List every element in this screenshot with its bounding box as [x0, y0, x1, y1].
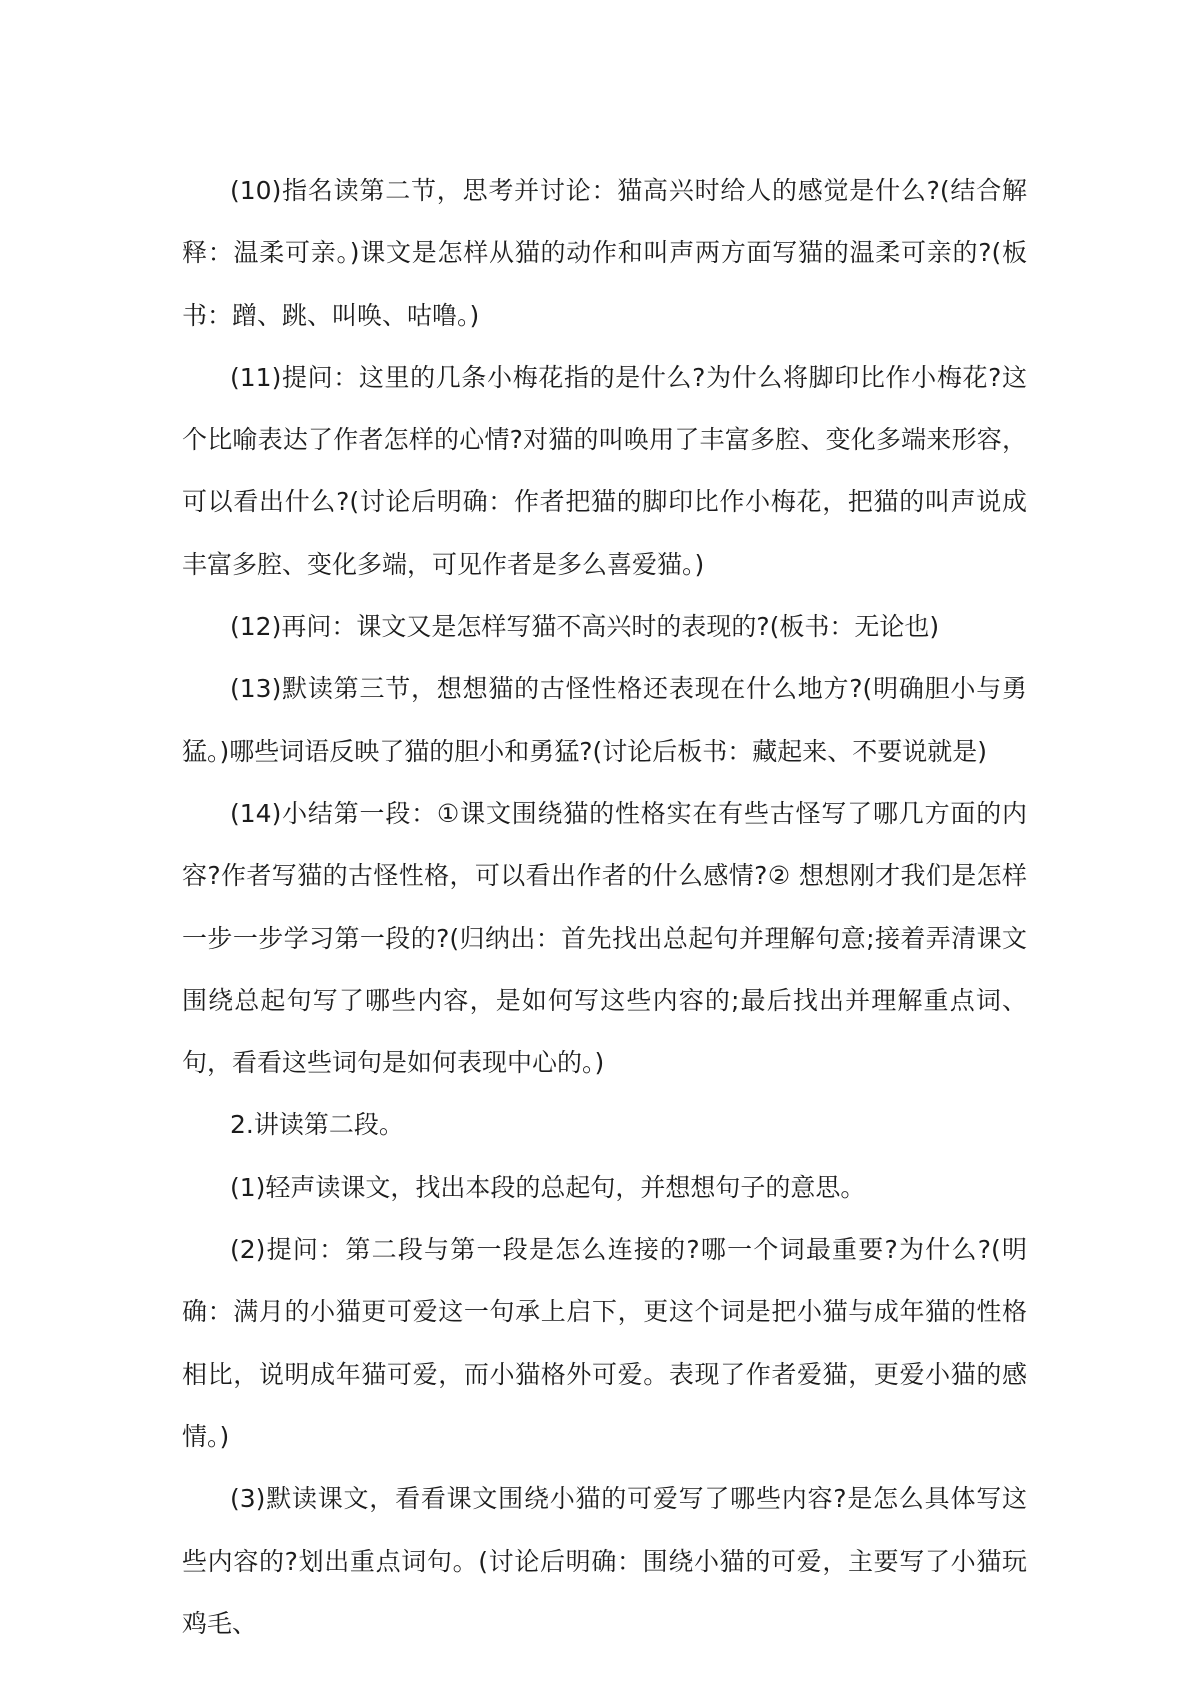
paragraph-12: (12)再问：课文又是怎样写猫不高兴时的表现的?(板书：无论也)	[230, 612, 940, 642]
paragraph-s2-2: (2)提问：第二段与第一段是怎么连接的?哪一个词最重要?为什么?(明确：满月的小猫更可爱这一句承上启下，更这个词是把小猫与成年猫的性格相比，说明成年猫可爱，而小猫格外可爱。表现了作者爱猫，更爱小猫的感情。)	[182, 1235, 1027, 1451]
paragraph-14: (14)小结第一段：①课文围绕猫的性格实在有些古怪写了哪几方面的内容?作者写猫的古怪性格，可以看出作者的什么感情?② 想想刚才我们是怎样一步一步学习第一段的?(归纳出：首先找出总起句并理解句意;接着弄清课文围绕总起句写了哪些内容，是如何写这些内容的;最后找出并理解重点词、句，看看这些词句是如何表现中心的。)	[182, 798, 1027, 1078]
paragraph-s2-3: (3)默读课文，看看课文围绕小猫的可爱写了哪些内容?是怎么具体写这些内容的?划出重点词句。(讨论后明确：围绕小猫的可爱，主要写了小猫玩鸡毛、	[182, 1484, 1027, 1638]
section-heading-2: 2.讲读第二段。	[230, 1110, 404, 1140]
paragraph-11: (11)提问：这里的几条小梅花指的是什么?为什么将脚印比作小梅花?这个比喻表达了作者怎样的心情?对猫的叫唤用了丰富多腔、变化多端来形容，可以看出什么?(讨论后明确：作者把猫的脚印比作小梅花，把猫的叫声说成丰富多腔、变化多端，可见作者是多么喜爱猫。)	[182, 362, 1027, 579]
paragraph-13: (13)默读第三节，想想猫的古怪性格还表现在什么地方?(明确胆小与勇猛。)哪些词语反映了猫的胆小和勇猛?(讨论后板书：藏起来、不要说就是)	[182, 674, 1027, 766]
paragraph-s2-1: (1)轻声读课文，找出本段的总起句，并想想句子的意思。	[230, 1172, 866, 1202]
document-body	[182, 160, 1027, 1655]
paragraph-10: (10)指名读第二节，思考并讨论：猫高兴时给人的感觉是什么?(结合解释：温柔可亲。)课文是怎样从猫的动作和叫声两方面写猫的温柔可亲的?(板书：蹭、跳、叫唤、咕噜。)	[182, 176, 1027, 330]
